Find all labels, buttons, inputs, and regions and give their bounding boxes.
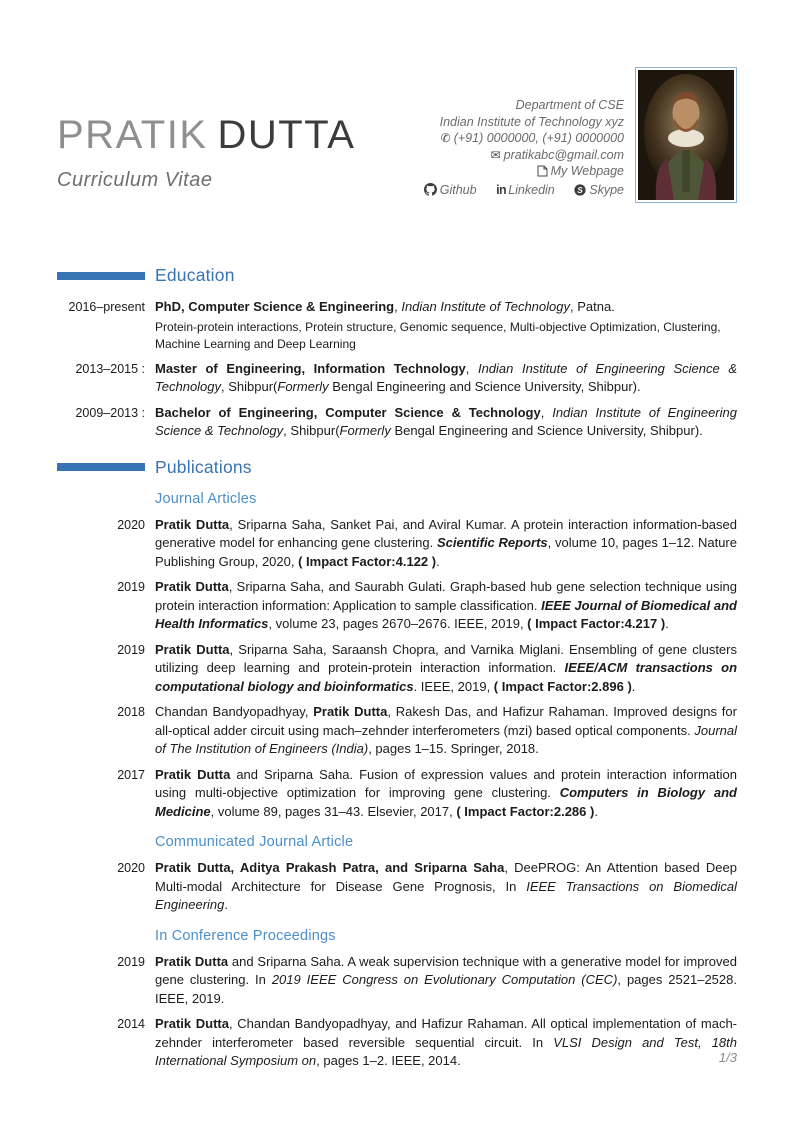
section-publications	[57, 457, 737, 1071]
entry-date: 2013–2015 :	[75, 361, 145, 376]
contact-webpage[interactable]: My Webpage	[550, 164, 624, 178]
svg-text:S: S	[577, 185, 584, 195]
entry-text: Pratik Dutta and Sriparna Saha. A weak supervision technique with a generative model for improved gene clustering. In 2019 IEEE Congress on Evolutionary Computation (CEC), pages 2521–2528. IEEE, 2019.	[155, 953, 737, 1006]
last-name: DUTTA	[217, 113, 356, 157]
entry-text: Chandan Bandyopadhyay, Pratik Dutta, Rakesh Das, and Hafizur Rahaman. Improved designs for all-optical adder circuit using mach–zehnder interferometers (mzi) based optical components. Journal of The Institution of Engineers (India), pages 1–15. Springer, 2018.	[155, 704, 737, 756]
entry-date: 2009–2013 :	[75, 405, 145, 420]
entry-date: 2016–present	[68, 300, 145, 314]
section-education	[57, 265, 737, 441]
entry-text: Pratik Dutta, Aditya Prakash Patra, and Sriparna Saha, DeePROG: An Attention based Deep Multi-modal Architecture for Disease Gene Prognosis, In IEEE Transactions on Biomedical Engineering.	[155, 860, 738, 912]
entry-year: 2018	[117, 705, 145, 719]
publication-entry	[57, 641, 737, 697]
linkedin-label: Linkedin	[508, 182, 555, 197]
entry-year: 2020	[117, 517, 145, 532]
subsection-conference-proceedings: In Conference Proceedings	[155, 927, 336, 944]
skype-label: Skype	[589, 182, 624, 197]
publication-entry	[57, 703, 737, 759]
portrait-illustration	[638, 70, 734, 200]
contact-phone: (+91) 0000000, (+91) 0000000	[453, 131, 624, 145]
contact-email-line	[408, 147, 624, 164]
education-heading	[57, 265, 737, 286]
cv-header	[57, 0, 737, 265]
education-entry	[57, 404, 737, 441]
contact-block	[408, 97, 624, 198]
contact-phone-line	[408, 130, 624, 147]
section-bar	[57, 463, 145, 471]
entry-text: Pratik Dutta, Sriparna Saha, and Saurabh Gulati. Graph-based hub gene selection technique using protein interaction information: Application to sample classification. IEEE Journal of Biomedical and Health Informatics, volume 23, pages 2670–2676. IEEE, 2019, ( Impact Factor:4.217 ).	[155, 579, 738, 631]
entry-year: 2019	[117, 580, 145, 594]
publications-heading	[57, 457, 737, 478]
github-link[interactable]	[424, 183, 477, 197]
publication-entry	[57, 766, 737, 822]
webpage-icon	[537, 164, 551, 178]
skype-icon	[574, 183, 589, 197]
github-label: Github	[439, 182, 477, 197]
email-icon: ✉	[490, 147, 501, 162]
entry-year: 2020	[117, 861, 145, 875]
entry-note: Protein-protein interactions, Protein structure, Genomic sequence, Multi-objective Optimization, Clustering, Machine Learning and Deep Learning	[155, 319, 721, 351]
entry-year: 2017	[117, 767, 145, 782]
entry-text: Pratik Dutta, Sriparna Saha, Saraansh Chopra, and Varnika Miglani. Ensembling of gene clusters utilizing deep learning and protein-protein interaction information. IEEE/ACM transactions on computational biology and bioinformatics. IEEE, 2019, ( Impact Factor:2.896 ).	[155, 641, 738, 694]
entry-text: Pratik Dutta, Chandan Bandyopadhyay, and Hafizur Rahaman. All optical implementation of mach-zehnder interferometer based reversible sequential circuit. In VLSI Design and Test, 18th International Symposium on, pages 1–2. IEEE, 2014.	[155, 1016, 738, 1068]
publication-entry	[57, 578, 737, 634]
publication-entry	[57, 516, 737, 572]
contact-social-row	[408, 182, 624, 199]
phone-icon: ✆	[440, 131, 451, 145]
education-title: Education	[155, 265, 235, 285]
contact-institute: Indian Institute of Technology xyz	[439, 114, 624, 129]
contact-department: Department of CSE	[515, 98, 624, 112]
contact-email[interactable]: pratikabc@gmail.com	[503, 147, 624, 162]
profile-photo	[635, 67, 737, 203]
contact-webpage-line	[408, 163, 624, 180]
cv-subtitle: Curriculum Vitae	[57, 169, 213, 191]
page-footer	[719, 1050, 737, 1065]
page-number: 1/3	[718, 1050, 737, 1065]
subsection-communicated-journal-article: Communicated Journal Article	[155, 834, 354, 850]
entry-text: Pratik Dutta, Sriparna Saha, Sanket Pai, and Aviral Kumar. A protein interaction information-based generative model for enhancing gene clustering. Scientific Reports, volume 10, pages 1–12. Nature Publishing Group, 2020, ( Impact Factor:4.122 ).	[155, 516, 737, 569]
publication-entry	[57, 1015, 737, 1071]
publication-entry	[57, 953, 737, 1009]
linkedin-link[interactable]	[496, 183, 555, 197]
section-bar	[57, 272, 145, 280]
entry-text: Master of Engineering, Information Technology, Indian Institute of Engineering Science & Technology, Shibpur(Formerly Bengal Engineering and Science University, Shibpur).	[155, 360, 737, 394]
education-entry	[57, 298, 737, 353]
publication-entry	[57, 859, 737, 915]
github-icon	[424, 183, 440, 197]
entry-year: 2019	[117, 642, 145, 657]
entry-year: 2014	[117, 1017, 145, 1031]
publications-title: Publications	[155, 456, 252, 477]
subsection-journal-articles: Journal Articles	[155, 490, 257, 507]
entry-text: PhD, Computer Science & Engineering, Indian Institute of Technology, Patna.	[155, 299, 615, 314]
linkedin-icon: in	[496, 182, 507, 197]
entry-year: 2019	[117, 954, 145, 969]
entry-text: Pratik Dutta and Sriparna Saha. Fusion of expression values and protein interaction information using multi-objective optimization for improving gene clustering. Computers in Biology and Medicine, volume 89, pages 31–43. Elsevier, 2017, ( Impact Factor:2.286 ).	[155, 766, 738, 819]
entry-text: Bachelor of Engineering, Computer Science & Technology, Indian Institute of Engineering Science & Technology, Shibpur(Formerly Bengal Engineering and Science University, Shibpur).	[155, 404, 737, 438]
education-entry	[57, 360, 737, 397]
first-name: PRATIK	[57, 113, 208, 157]
skype-link[interactable]	[574, 183, 624, 197]
